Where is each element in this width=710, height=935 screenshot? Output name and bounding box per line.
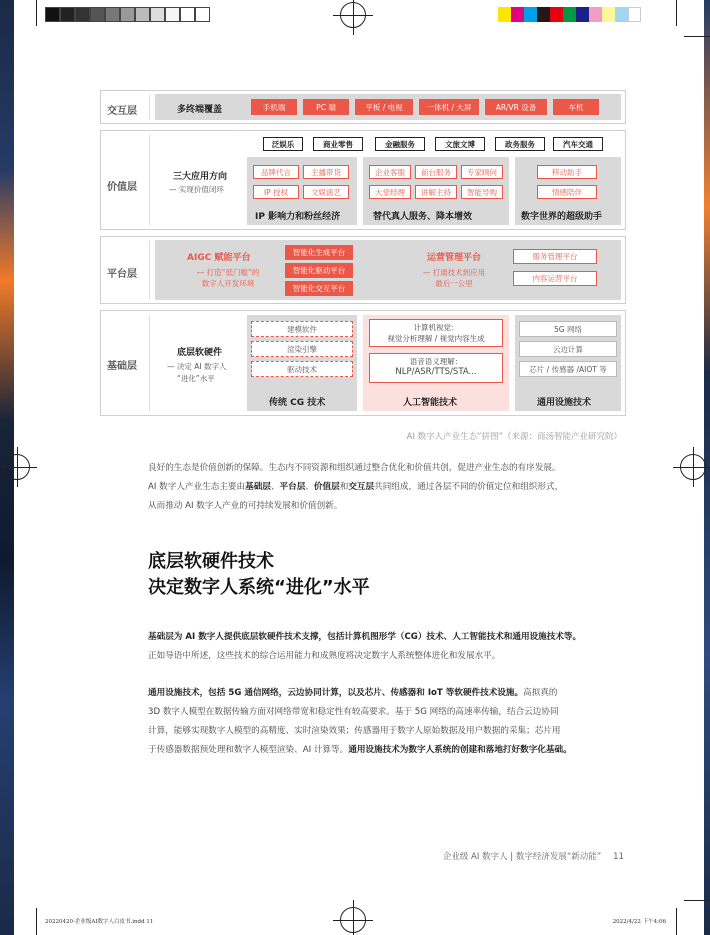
- chip-modeling: 建模软件: [251, 321, 353, 337]
- chip-ip-license: IP 授权: [253, 185, 299, 199]
- color-swatch: [602, 7, 615, 22]
- text-run: 、: [270, 482, 280, 492]
- chip-reception: 前台服务: [415, 165, 457, 179]
- registration-mark-top: [340, 2, 366, 28]
- base-layer: [100, 310, 626, 416]
- gray-swatch: [135, 7, 150, 22]
- gray-swatch: [180, 7, 195, 22]
- chip-guide: 智能导购: [461, 185, 503, 199]
- ops-sub-2: 最后一公里: [435, 279, 473, 288]
- para3-line-3: 计算，能够实现数字人模型的高精度、实时渲染效果；传感器用于数字人原始数据及用户数据的采集；芯片用: [148, 726, 561, 736]
- bold-run: 通用设施技术，包括 5G 通信网络，云边协同计算，以及芯片、传感器和 IoT 等软硬件技术设施。: [148, 688, 524, 698]
- chip-tablet-tv: 平板 / 电视: [355, 99, 413, 115]
- chip-entertainment: 泛娱乐: [263, 137, 303, 151]
- crop-mark: [684, 900, 710, 901]
- chip-render-engine: 渲染引擎: [251, 341, 353, 357]
- chip-arvr: AR/VR 设备: [485, 99, 547, 115]
- bold-run: 基础层为 AI 数字人提供底层软硬件技术支撑，包括计算机图形学（CG）技术、人工智能技术和通用设施技术等。: [148, 632, 582, 642]
- chip-retail: 商业零售: [313, 137, 363, 151]
- text-run: 共同组成，通过各层不同的价值定位和组织形式，: [374, 482, 564, 492]
- gray-swatch: [165, 7, 180, 22]
- para3-line-1: [148, 684, 626, 703]
- crop-mark: [36, 0, 37, 26]
- page-number: 11: [613, 852, 624, 862]
- value-subtitle: — 实现价值闭环: [169, 185, 224, 194]
- slug-filename: 20220420-企业级AI数字人白皮书.indd 11: [45, 919, 154, 925]
- gray-swatch: [60, 7, 75, 22]
- crop-mark: [676, 0, 677, 26]
- chip-cs: 企业客服: [369, 165, 411, 179]
- nlp-block: [369, 353, 503, 383]
- text-run: 高拟真的: [523, 688, 558, 698]
- aigc-sub-1: — 打造“低门槛”的: [196, 268, 260, 277]
- gray-swatch: [195, 7, 210, 22]
- base-sub-2: “进化”水平: [177, 374, 215, 383]
- color-swatch: [537, 7, 550, 22]
- registration-mark-left: [4, 454, 30, 480]
- chip-interact-platform: 智能化交互平台: [285, 281, 353, 296]
- gray-swatch: [105, 7, 120, 22]
- para3-line-4: [148, 741, 626, 760]
- cg-caption: 传统 CG 技术: [269, 398, 326, 408]
- chip-edge-cloud: 云边计算: [519, 341, 617, 357]
- page-footer: [443, 850, 624, 862]
- chip-mobile: 手机端: [251, 99, 297, 115]
- ops-sub-1: — 打通技术到应用: [422, 268, 486, 277]
- chip-gen-platform: 智能化生成平台: [285, 245, 353, 260]
- color-swatch: [550, 7, 563, 22]
- heading-line-2: 决定数字人系统“进化”水平: [148, 577, 370, 598]
- gray-swatch: [75, 7, 90, 22]
- gray-calibration-bar: [45, 7, 210, 22]
- value-title: 三大应用方向: [173, 172, 228, 182]
- chip-drive-platform: 智能化驱动平台: [285, 263, 353, 278]
- chip-service-mgmt: 服务管理平台: [513, 249, 597, 264]
- intro-line-1: 良好的生态是价值创新的保障。生态内不同资源和组织通过整合优化和价值共创，促进产业生态的有序发展。: [148, 463, 561, 473]
- interaction-layer: [100, 90, 626, 124]
- nlp-title: 语音语义理解：: [409, 357, 463, 366]
- group-ip-caption: IP 影响力和粉丝经济: [255, 212, 341, 222]
- intro-line-3: 从而推动 AI 数字人产业的可持续发展和价值创新。: [148, 501, 343, 511]
- section-heading: [148, 549, 370, 601]
- color-swatch: [589, 7, 602, 22]
- bold-run: 交互层: [348, 482, 375, 492]
- group-service-caption: 替代真人服务、降本增效: [373, 212, 473, 222]
- para2-line-2: 正如导语中所述，这些技术的综合运用能力和成熟度将决定数字人系统整体进化和发展水平。: [148, 651, 501, 661]
- infra-caption: 通用设施技术: [537, 398, 592, 408]
- chip-performance: 文娱演艺: [303, 185, 349, 199]
- intro-paragraph: [148, 459, 626, 516]
- crop-mark: [36, 908, 37, 935]
- chip-culture: 文旅文博: [435, 137, 485, 151]
- registration-mark-right: [680, 454, 706, 480]
- infra-paragraph: [148, 684, 626, 760]
- cv-desc: 视觉分析理解 / 视觉内容生成: [387, 334, 485, 343]
- group-assistant-caption: 数字世界的超级助手: [521, 212, 603, 222]
- heading-line-1: 底层软硬件技术: [148, 551, 274, 572]
- bold-run: 平台层: [279, 482, 306, 492]
- text-run: 和: [339, 482, 349, 492]
- chip-content-ops: 内容运营平台: [513, 271, 597, 286]
- bold-run: 基础层: [245, 482, 271, 492]
- chip-government: 政务服务: [495, 137, 545, 151]
- ops-title: 运营管理平台: [427, 253, 482, 263]
- color-swatch: [628, 7, 641, 22]
- layer-label: 价值层: [107, 182, 137, 193]
- gray-swatch: [90, 7, 105, 22]
- bold-run: 通用设施技术为数字人系统的创建和落地打好数字化基础。: [348, 745, 572, 755]
- registration-mark-bottom: [340, 907, 366, 933]
- base-title: 底层软硬件: [177, 348, 223, 358]
- chip-driving: 驱动技术: [251, 361, 353, 377]
- base-sub-1: — 决定 AI 数字人: [167, 362, 227, 371]
- text-run: 、: [305, 482, 314, 492]
- chip-5g: 5G 网络: [519, 321, 617, 337]
- interaction-title: 多终端覆盖: [177, 105, 223, 115]
- aigc-sub-2: 数字人开发环境: [201, 279, 255, 288]
- crop-mark: [684, 36, 710, 37]
- chip-host: 讲解主持: [415, 185, 457, 199]
- color-swatch: [524, 7, 537, 22]
- slug-timestamp: 2022/4/22 下午4:06: [612, 919, 666, 925]
- chip-brand: 品牌代言: [253, 165, 299, 179]
- color-swatch: [511, 7, 524, 22]
- cv-title: 计算机视觉：: [413, 323, 459, 332]
- figure-caption: AI 数字人产业生态“拼图”（来源：商汤智能产业研究院）: [406, 432, 622, 442]
- color-swatch: [576, 7, 589, 22]
- para3-line-2: 3D 数字人模型在数据传输方面对网络带宽和稳定性有较高要求。基于 5G 网络的高速率传输，结合云边协同: [148, 707, 559, 717]
- color-swatch: [563, 7, 576, 22]
- text-run: AI 数字人产业生态主要由: [148, 482, 246, 492]
- chip-chips-sensors: 芯片 / 传感器 /AIOT 等: [519, 361, 617, 377]
- color-swatch: [498, 7, 511, 22]
- gray-swatch: [45, 7, 60, 22]
- aigc-title: AIGC 赋能平台: [187, 253, 251, 263]
- chip-companion: 情感陪伴: [537, 185, 597, 199]
- value-layer: [100, 130, 626, 230]
- ai-caption: 人工智能技术: [403, 398, 458, 408]
- cv-block: [369, 319, 503, 347]
- base-layer-paragraph: [148, 628, 626, 666]
- bold-run: 价值层: [313, 482, 340, 492]
- color-calibration-bar: [498, 7, 641, 22]
- gray-swatch: [120, 7, 135, 22]
- layer-label: 交互层: [107, 106, 137, 117]
- gray-swatch: [150, 7, 165, 22]
- text-run: 于传感器数据预处理和数字人模型渲染、AI 计算等。: [148, 745, 349, 755]
- chip-auto: 汽车交通: [553, 137, 603, 151]
- layer-label: 基础层: [107, 361, 137, 372]
- intro-line-2: [148, 478, 626, 497]
- chip-lobby: 大堂经理: [369, 185, 411, 199]
- footer-text: 企业级 AI 数字人 | 数字经济发展“新动能”: [442, 852, 602, 862]
- platform-layer: [100, 236, 626, 304]
- chip-expert: 专家顾问: [461, 165, 503, 179]
- chip-finance: 金融服务: [375, 137, 425, 151]
- ecosystem-diagram: [100, 90, 626, 418]
- chip-anchor: 主播带货: [303, 165, 349, 179]
- chip-car: 车机: [553, 99, 599, 115]
- chip-mobile-assistant: 移动助手: [537, 165, 597, 179]
- chip-pc: PC 端: [303, 99, 349, 115]
- chip-kiosk: 一体机 / 大屏: [419, 99, 479, 115]
- crop-mark: [676, 908, 677, 935]
- color-swatch: [615, 7, 628, 22]
- para2-line-1: [148, 628, 626, 647]
- nlp-desc: NLP/ASR/TTS/STA...: [395, 367, 477, 377]
- layer-label: 平台层: [107, 269, 137, 280]
